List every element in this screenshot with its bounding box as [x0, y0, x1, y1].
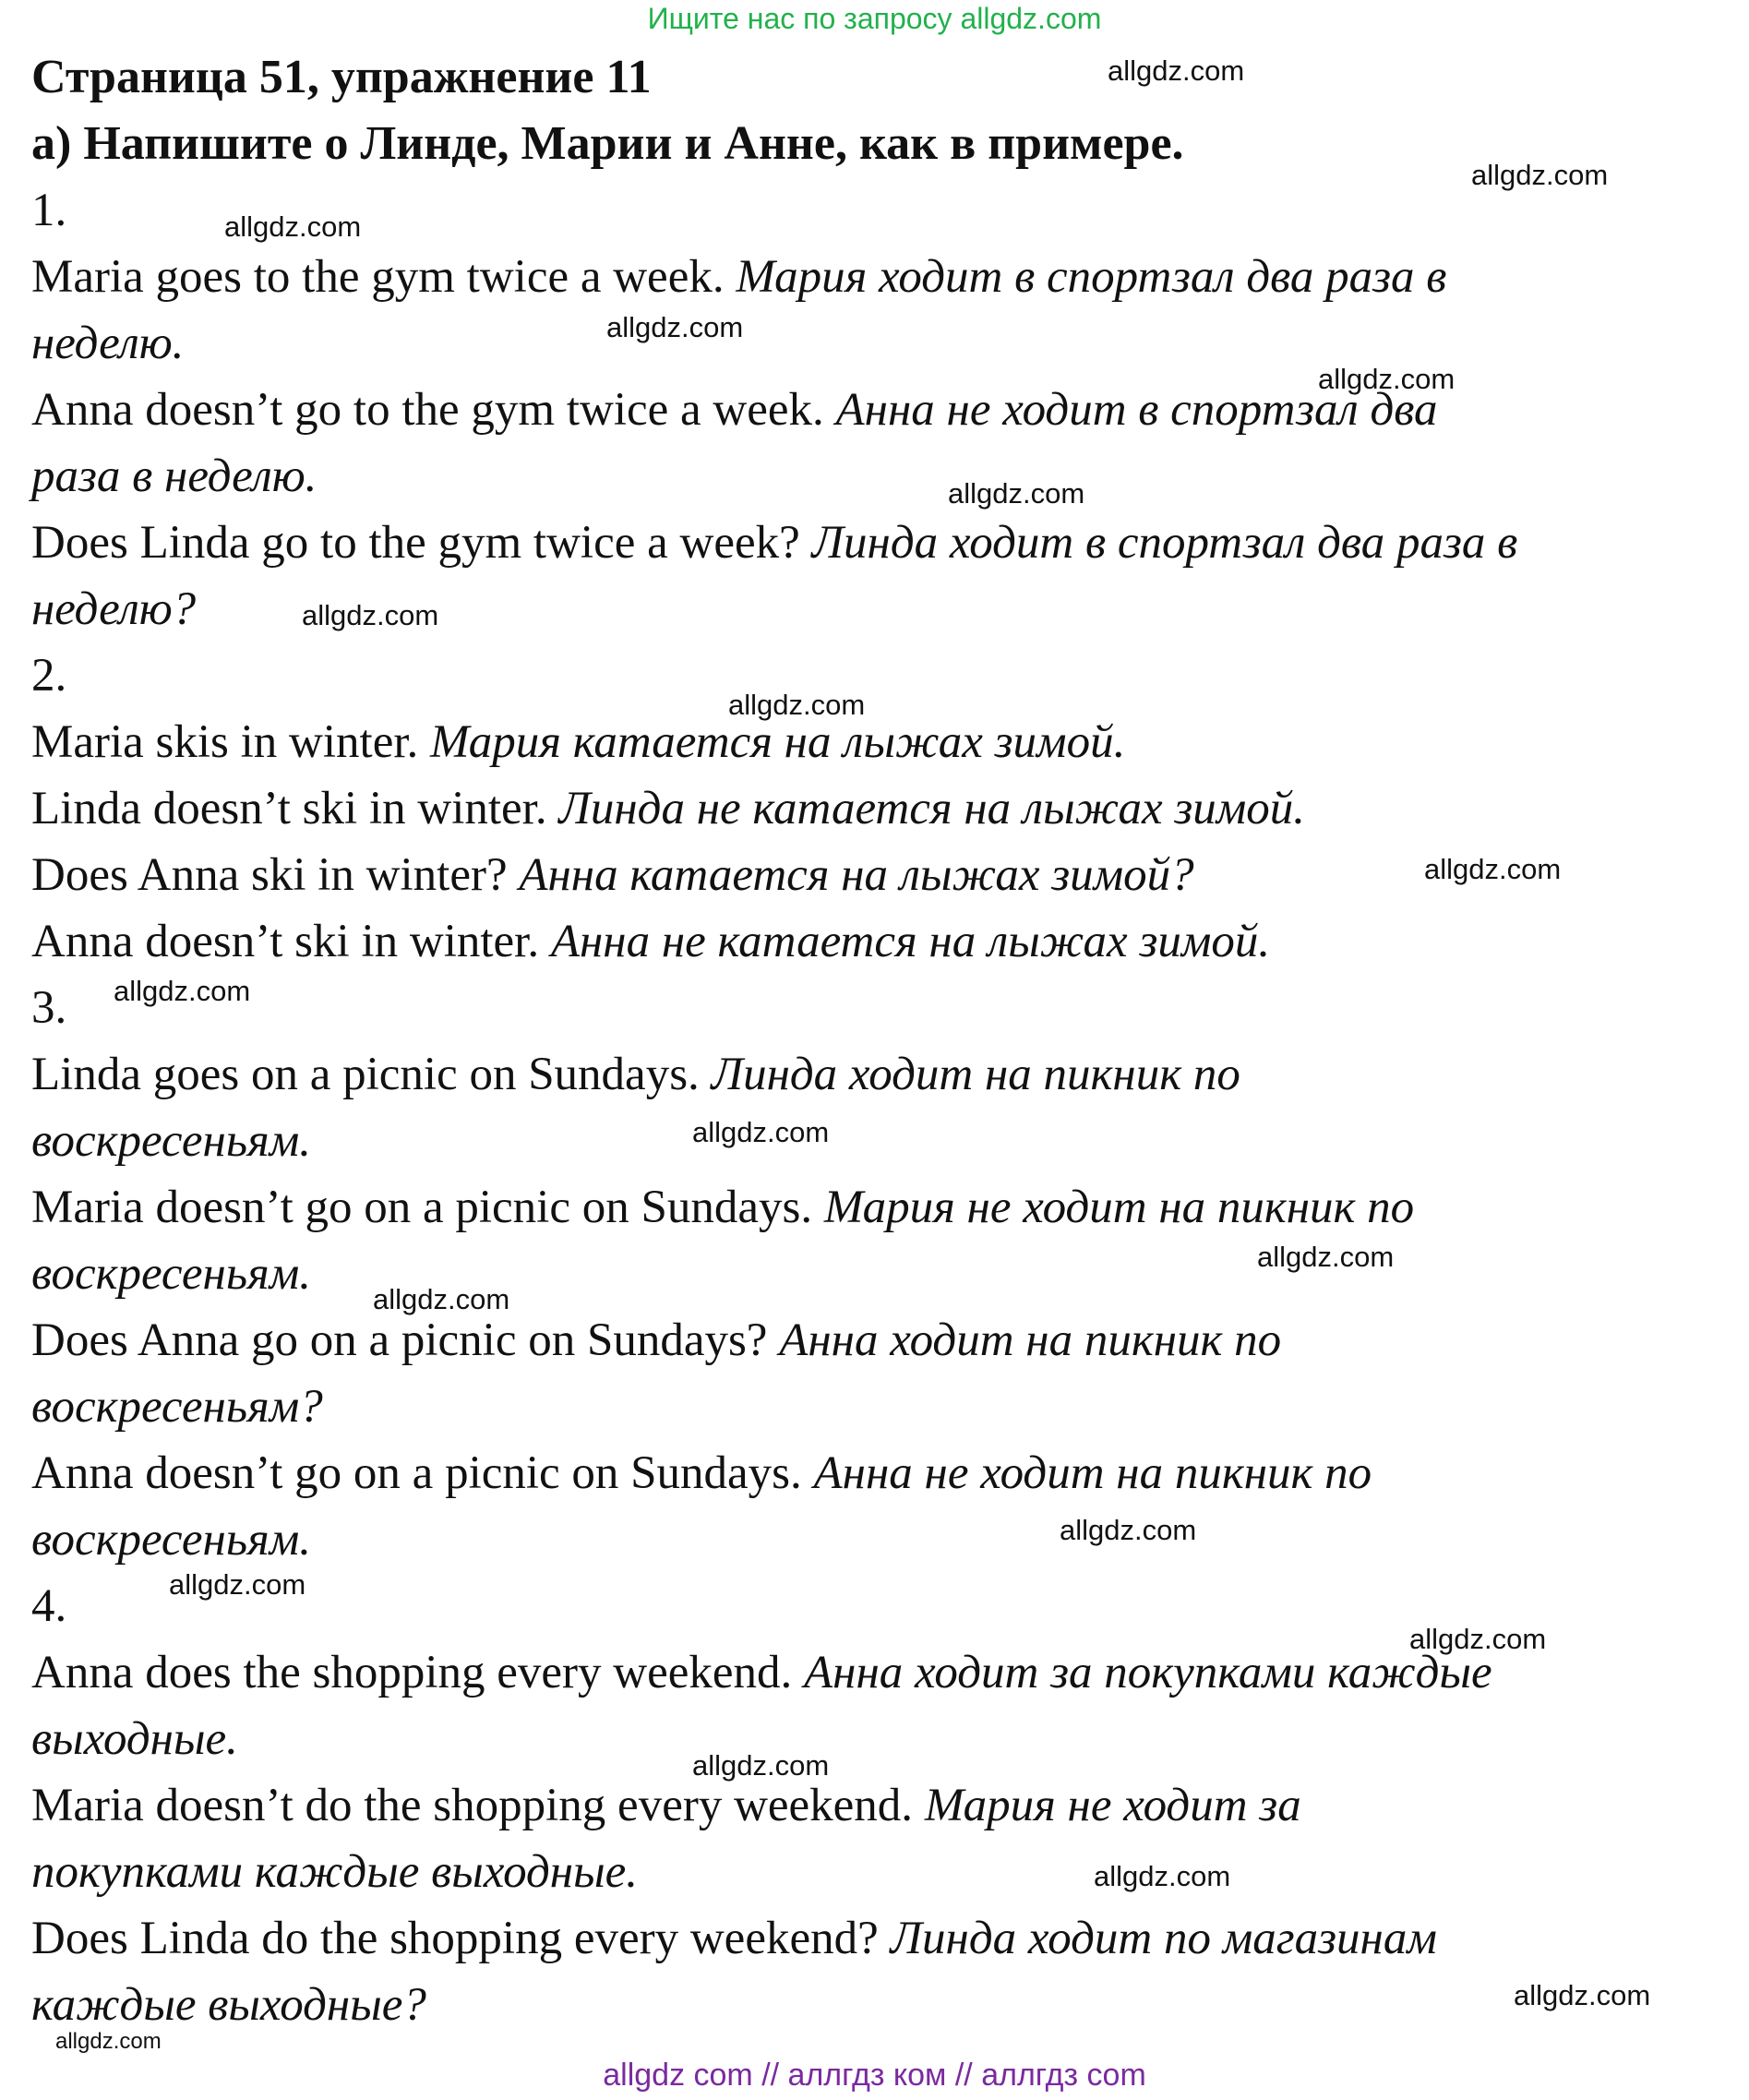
- watermark: allgdz.com: [692, 1749, 830, 1782]
- russian-translation: Линда ходит по магазинам: [890, 1913, 1437, 1964]
- russian-translation-continued: воскресеньям?: [31, 1381, 323, 1433]
- sentence-line: [31, 510, 1739, 576]
- document-body: [31, 44, 1739, 2038]
- watermark: allgdz.com: [1514, 1979, 1651, 2011]
- section-number: 2.: [31, 650, 67, 702]
- english-sentence: Maria doesn’t do the shopping every weekend.: [31, 1780, 914, 1831]
- russian-translation: Мария не ходит на пикник по: [823, 1182, 1415, 1233]
- section-number: 1.: [31, 185, 67, 236]
- english-sentence: Maria skis in winter.: [31, 716, 419, 768]
- watermark: allgdz.com: [692, 1116, 830, 1148]
- watermark: allgdz.com: [1094, 1860, 1231, 1892]
- russian-translation: Анна не ходит в спортзал два: [835, 384, 1438, 436]
- watermark: allgdz.com: [1060, 1514, 1197, 1546]
- watermark: allgdz.com: [373, 1283, 510, 1315]
- english-sentence: Maria doesn’t go on a picnic on Sundays.: [31, 1182, 813, 1233]
- russian-translation: Анна ходит за покупками каждые: [804, 1647, 1492, 1698]
- top-banner[interactable]: Ищите нас по запросу allgdz.com: [647, 2, 1102, 35]
- english-sentence: Maria goes to the gym twice a week.: [31, 251, 725, 303]
- english-sentence: Does Anna ski in winter?: [31, 849, 508, 901]
- watermark: allgdz.com: [948, 477, 1085, 510]
- sentence-line: [31, 244, 1739, 310]
- russian-translation-continued: выходные.: [31, 1713, 238, 1765]
- watermark: allgdz.com: [302, 599, 439, 631]
- english-sentence: Linda goes on a picnic on Sundays.: [31, 1049, 700, 1100]
- russian-translation-continued: неделю?: [31, 583, 197, 635]
- sentence-line: [31, 1174, 1739, 1241]
- english-sentence: Does Linda do the shopping every weekend?: [31, 1913, 879, 1964]
- sentence-line: [31, 709, 1739, 775]
- english-sentence: Anna doesn’t ski in winter.: [31, 916, 540, 967]
- footer-links[interactable]: allgdz com // аллгдз ком // аллгдз com: [603, 2058, 1146, 2093]
- english-sentence: Anna doesn’t go on a picnic on Sundays.: [31, 1447, 802, 1499]
- russian-translation: Анна не ходит на пикник по: [813, 1447, 1372, 1499]
- english-sentence: Anna does the shopping every weekend.: [31, 1647, 793, 1698]
- sentence-line: [31, 377, 1739, 443]
- watermark: allgdz.com: [114, 975, 251, 1007]
- watermark: allgdz.com: [169, 1568, 306, 1601]
- watermark: allgdz.com: [224, 210, 362, 243]
- sentence-line: [31, 775, 1739, 842]
- watermark: allgdz.com: [1257, 1241, 1395, 1273]
- russian-translation: Анна катается на лыжах зимой?: [519, 849, 1194, 901]
- watermark: allgdz.com: [1424, 853, 1562, 885]
- watermark: allgdz.com: [606, 311, 744, 343]
- watermark: allgdz.com: [1471, 159, 1609, 191]
- russian-translation: Мария не ходит за: [924, 1780, 1301, 1831]
- russian-translation: Мария катается на лыжах зимой.: [430, 716, 1126, 768]
- sentence-line: [31, 1041, 1739, 1108]
- russian-translation: Мария ходит в спортзал два раза в: [736, 251, 1447, 303]
- watermark: allgdz.com: [55, 2029, 162, 2054]
- russian-translation: Линда ходит в спортзал два раза в: [811, 517, 1518, 569]
- russian-translation-continued: каждые выходные?: [31, 1979, 426, 2031]
- exercise-instruction: а) Напишите о Линде, Марии и Анне, как в примере.: [31, 117, 1184, 170]
- watermark: allgdz.com: [1318, 363, 1456, 395]
- russian-translation: Анна ходит на пикник по: [779, 1314, 1282, 1366]
- russian-translation-continued: воскресеньям.: [31, 1514, 312, 1566]
- section-number: 3.: [31, 982, 67, 1034]
- sentence-line: [31, 1905, 1739, 1972]
- russian-translation: Анна не катается на лыжах зимой.: [550, 916, 1271, 967]
- watermark: allgdz.com: [728, 689, 866, 721]
- russian-translation-continued: неделю.: [31, 318, 185, 369]
- english-sentence: Anna doesn’t go to the gym twice a week.: [31, 384, 824, 436]
- page-title: Страница 51, упражнение 11: [31, 51, 652, 103]
- english-sentence: Does Anna go on a picnic on Sundays?: [31, 1314, 768, 1366]
- section-number: 4.: [31, 1580, 67, 1632]
- russian-translation: Линда не катается на лыжах зимой.: [558, 783, 1306, 834]
- russian-translation-continued: воскресеньям.: [31, 1248, 312, 1300]
- english-sentence: Does Linda go to the gym twice a week?: [31, 517, 800, 569]
- watermark: allgdz.com: [1108, 54, 1245, 87]
- english-sentence: Linda doesn’t ski in winter.: [31, 783, 547, 834]
- russian-translation: Линда ходит на пикник по: [711, 1049, 1240, 1100]
- sentence-line: [31, 1772, 1739, 1839]
- sentence-line: [31, 908, 1739, 975]
- russian-translation-continued: покупками каждые выходные.: [31, 1846, 639, 1898]
- sentence-line: [31, 1440, 1739, 1506]
- russian-translation-continued: воскресеньям.: [31, 1115, 312, 1167]
- sentence-line: [31, 1307, 1739, 1374]
- watermark: allgdz.com: [1409, 1623, 1547, 1655]
- russian-translation-continued: раза в неделю.: [31, 450, 317, 502]
